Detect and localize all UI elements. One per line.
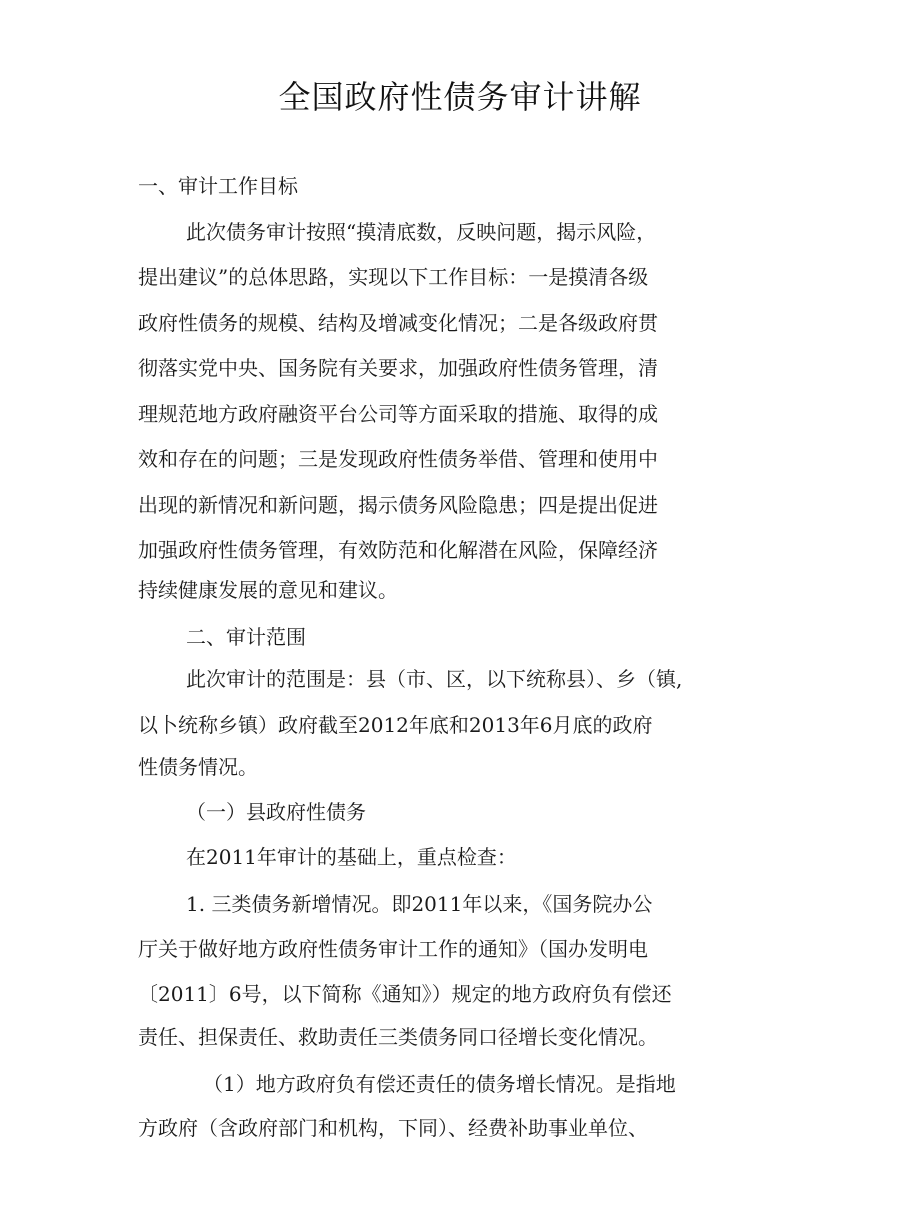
paragraph-line: （1）地方政府负有偿还责任的债务增长情况。是指地 xyxy=(203,1072,676,1096)
paragraph-line: 效和存在的问题；三是发现政府性债务举借、管理和使用中 xyxy=(138,447,658,471)
paragraph-line: 此次审计的范围是：县（市、区，以下统称县）、乡（镇, xyxy=(186,667,683,691)
heading-section-1: 一、审计工作目标 xyxy=(138,174,298,198)
paragraph-line: 理规范地方政府融资平台公司等方面采取的措施、取得的成 xyxy=(138,402,658,426)
paragraph-line: 〔2011〕6号，以下简称《通知》）规定的地方政府负有偿还 xyxy=(138,982,672,1006)
subheading: （一）县政府性债务 xyxy=(186,800,366,824)
paragraph-line: 加强政府性债务管理，有效防范和化解潜在风险，保障经济 xyxy=(138,538,658,562)
paragraph-line: 方政府（含政府部门和机构，下同）、经费补助事业单位、 xyxy=(138,1116,648,1140)
paragraph-line: 此次债务审计按照“摸清底数，反映问题，揭示风险， xyxy=(186,220,657,244)
paragraph-line: 政府性债务的规模、结构及增减变化情况；二是各级政府贯 xyxy=(138,311,658,335)
paragraph-line: 提出建议”的总体思路，实现以下工作目标：一是摸清各级 xyxy=(138,265,649,289)
paragraph-line: 出现的新情况和新问题，揭示债务风险隐患；四是提出促进 xyxy=(138,493,658,517)
paragraph-line: 以卜统称乡镇）政府截至2012年底和2013年6月底的政府 xyxy=(138,713,653,737)
paragraph-line: 厅关于做好地方政府性债务审计工作的通知》（国办发明电 xyxy=(138,937,648,961)
paragraph-line: 责任、担保责任、救助责任三类债务同口径增长变化情况。 xyxy=(138,1025,658,1049)
paragraph-line: 在2011年审计的基础上，重点检查： xyxy=(186,845,517,869)
heading-section-2: 二、审计范围 xyxy=(186,625,306,649)
document-title: 全国政府性债务审计讲解 xyxy=(278,78,642,116)
paragraph-line: 性债务情况。 xyxy=(138,755,258,779)
paragraph-line: 彻落实党中央、国务院有关要求，加强政府性债务管理，清 xyxy=(138,356,658,380)
paragraph-line: 持续健康发展的意见和建议。 xyxy=(138,578,398,602)
paragraph-line: 1. 三类债务新增情况。即2011年以来，《国务院办公 xyxy=(186,892,653,916)
